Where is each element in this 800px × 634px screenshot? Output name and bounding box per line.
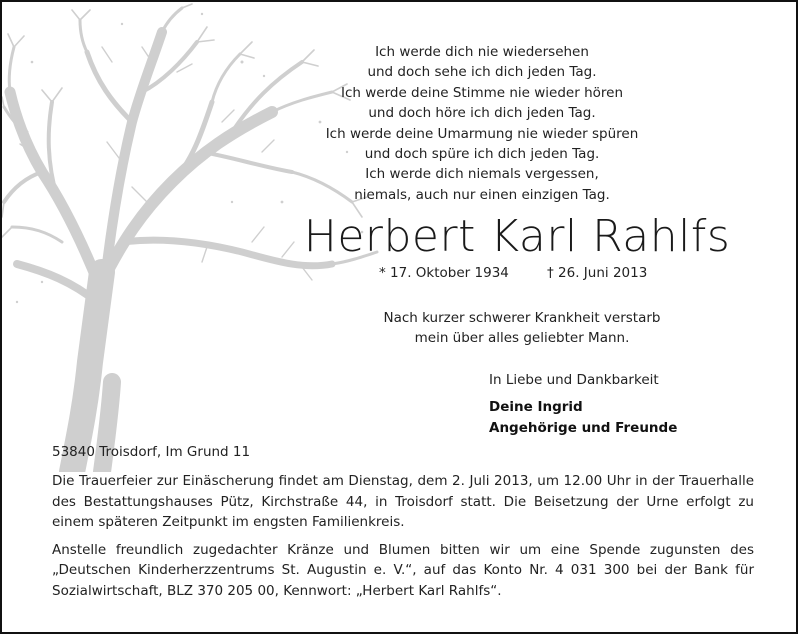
signatory: Deine Ingrid xyxy=(489,399,583,415)
family-signature xyxy=(489,370,677,439)
family-intro: In Liebe und Dankbarkeit xyxy=(489,372,659,388)
poem-line: und doch höre ich dich jeden Tag. xyxy=(368,105,596,122)
paragraph: Anstelle freundlich zugedachter Kränze und Blumen bitten wir um eine Spende zugunsten des „Deutschen Kinderherzzentrums St. Augustin e. V.“, auf das Konto Nr. 4 031 300 bei der Bank für Sozialwirtschaft, BLZ 370 205 00, Kennwort: „Herbert Karl Rahlfs“. xyxy=(52,541,754,599)
funeral-details xyxy=(52,471,754,608)
signatory: Angehörige und Freunde xyxy=(489,420,678,436)
paragraph: Die Trauerfeier zur Einäscherung findet am Dienstag, dem 2. Juli 2013, um 12.00 Uhr in der Trauerhalle des Bestattungshauses Pütz, Kirchstraße 44, in Troisdorf statt. Die Beisetzung der Urne erfolgt zu einem späteren Zeitpunkt im engsten Familienkreis. xyxy=(52,473,754,530)
poem-line: Ich werde deine Stimme nie wieder hören xyxy=(340,84,624,101)
death-notice-line: mein über alles geliebter Mann. xyxy=(414,330,630,347)
poem-line: Ich werde dich nie wiedersehen xyxy=(375,44,589,60)
birth-date: * 17. Oktober 1934 xyxy=(379,265,509,281)
death-notice xyxy=(332,308,712,349)
poem-line: Ich werde dich niemals vergessen, xyxy=(365,166,599,183)
death-date: † 26. Juni 2013 xyxy=(547,265,648,281)
poem xyxy=(302,42,662,205)
poem-line: niemals, auch nur einen einzigen Tag. xyxy=(354,186,610,203)
poem-line: und doch sehe ich dich jeden Tag. xyxy=(367,64,597,81)
poem-line: Ich werde deine Umarmung nie wieder spüren xyxy=(325,125,639,142)
deceased-name: Herbert Karl Rahlfs xyxy=(303,211,731,262)
poem-line: und doch spüre ich dich jeden Tag. xyxy=(364,146,600,163)
address: 53840 Troisdorf, Im Grund 11 xyxy=(52,444,251,460)
death-notice-line: Nach kurzer schwerer Krankheit verstarb xyxy=(383,310,661,326)
